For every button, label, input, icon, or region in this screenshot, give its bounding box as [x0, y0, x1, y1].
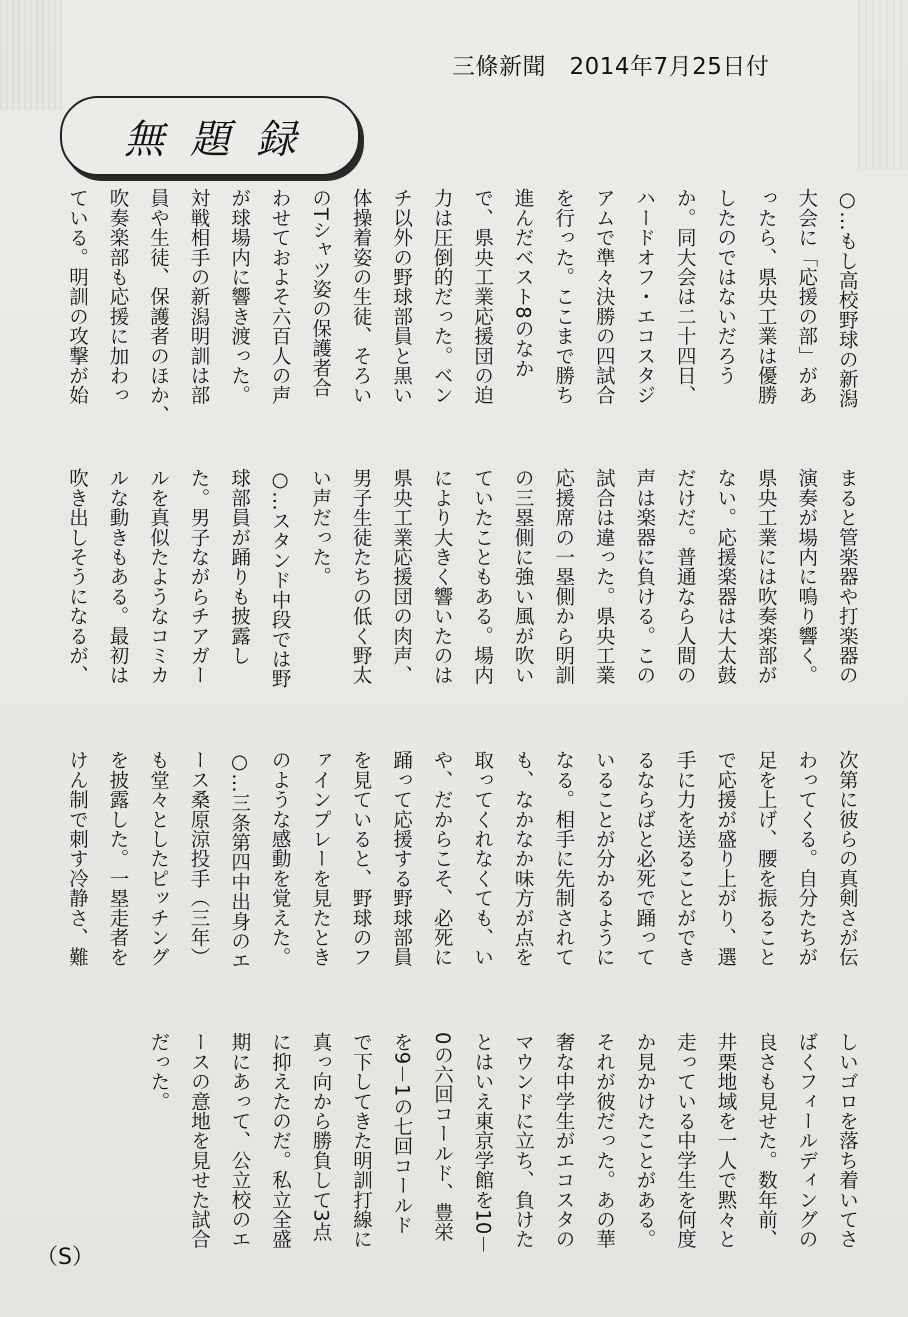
- text-column: で下してきた明訓打線に: [350, 1032, 373, 1249]
- text-column: チ以外の野球部員と黒い: [390, 188, 414, 405]
- text-column: 走っている中学生を何度: [674, 1032, 697, 1249]
- text-column: に抑えたのだ。私立全盛: [269, 1032, 292, 1249]
- text-column: ルな動きもある。最初は: [106, 468, 130, 685]
- text-column: を披露した。一塁走者を: [106, 750, 130, 967]
- column-title: 無題録: [124, 116, 322, 163]
- text-column: を見ていると、野球のフ: [349, 750, 373, 967]
- text-column: や、だからこそ、必死に: [430, 750, 454, 967]
- text-column: 踊って応援する野球部員: [390, 750, 414, 967]
- text-band-2: [58, 468, 866, 740]
- text-column: ばくフィールディングの: [795, 1032, 819, 1249]
- text-column: ○…三条第四中出身のエ: [228, 750, 252, 971]
- text-column: 良さも見せた。数年前、: [755, 1032, 778, 1249]
- text-column: わせておよそ六百人の声: [268, 188, 292, 405]
- text-column: 大会に「応援の部」があ: [795, 188, 819, 405]
- text-column: 真っ向から勝負して3点: [309, 1032, 333, 1242]
- text-column: か見かけたことがある。: [633, 1032, 657, 1249]
- text-column: だけだ。普通なら人間の: [673, 468, 697, 685]
- text-column: 吹奏楽部も応援に加わっ: [106, 188, 130, 405]
- source-and-date: 三條新聞 2014年7月25日付: [452, 54, 770, 80]
- text-column: が球場内に響き渡った。: [228, 188, 252, 405]
- text-column: ○…スタンド中段では野: [268, 468, 292, 689]
- text-column: いることが分かるように: [592, 750, 616, 967]
- text-column: の三塁側に強い風が吹い: [511, 468, 535, 685]
- text-column: ースの意地を見せた試合: [188, 1032, 211, 1249]
- text-column: 期にあって、公立校のエ: [228, 1032, 252, 1249]
- text-column: まると管楽器や打楽器の: [835, 468, 859, 685]
- text-column: た。男子ながらチアガー: [187, 468, 211, 685]
- text-column: それが彼だった。あの華: [593, 1032, 616, 1249]
- text-column: のような感動を覚えた。: [268, 750, 292, 967]
- text-column: 次第に彼らの真剣さが伝: [835, 750, 859, 967]
- text-column: ていたこともある。場内: [471, 468, 495, 685]
- text-column: なる。相手に先制されて: [552, 750, 576, 967]
- column-title-box: [60, 96, 360, 176]
- text-band-1: [58, 188, 866, 458]
- text-column: も堂々としたピッチング: [147, 750, 171, 967]
- text-column: 0の六回コールド、豊栄: [431, 1032, 454, 1242]
- text-column: 声は楽器に負ける。この: [633, 468, 657, 685]
- text-column: 吹き出しそうになるが、: [66, 468, 89, 685]
- author-signature: （S）: [36, 1245, 94, 1270]
- text-column: で、県央工業応援団の迫: [471, 188, 495, 405]
- adjacent-article-fragment-left: [0, 0, 62, 110]
- text-column: 男子生徒たちの低く野太: [349, 468, 373, 685]
- text-column: とはいえ東京学館を10－: [471, 1032, 495, 1255]
- text-column: ったら、県央工業は優勝: [754, 188, 778, 405]
- text-band-3: [58, 750, 866, 1022]
- text-column: で応援が盛り上がり、選: [714, 750, 738, 967]
- text-column: だった。: [147, 1032, 171, 1111]
- text-column: ない。応援楽器は大太鼓: [714, 468, 738, 685]
- text-column: 井栗地域を一人で黙々と: [714, 1032, 738, 1249]
- text-column: ルを真似たようなコミカ: [147, 468, 171, 685]
- text-column: い声だった。: [309, 468, 333, 587]
- text-column: 県央工業応援団の肉声、: [390, 468, 414, 685]
- text-column: ース桑原涼投手（三年）: [187, 750, 211, 967]
- text-column: わってくる。自分たちが: [795, 750, 819, 967]
- text-column: マウンドに立ち、負けた: [512, 1032, 535, 1249]
- text-column: のTシャツ姿の保護者合: [309, 188, 333, 398]
- text-column: しいゴロを落ち着いてさ: [836, 1032, 859, 1249]
- text-column: も、なかなか味方が点を: [511, 750, 535, 967]
- text-column: を行った。ここまで勝ち: [552, 188, 576, 405]
- text-column: 員や生徒、保護者のほか、: [147, 188, 171, 425]
- text-column: 力は圧倒的だった。ベン: [430, 188, 454, 405]
- text-column: けん制で刺す冷静さ、難: [66, 750, 89, 967]
- text-column: 球部員が踊りも披露し: [228, 468, 252, 665]
- text-column: 演奏が場内に鳴り響く。: [795, 468, 819, 685]
- text-column: ハードオフ・エコスタジ: [633, 188, 657, 405]
- text-column: 手に力を送ることができ: [673, 750, 697, 967]
- text-column: アムで準々決勝の四試合: [592, 188, 616, 405]
- text-column: 県央工業には吹奏楽部が: [754, 468, 778, 685]
- text-column: 奢な中学生がエコスタの: [552, 1032, 576, 1249]
- text-column: ァインプレーを見たとき: [309, 750, 333, 967]
- text-column: るならばと必死で踊って: [633, 750, 657, 967]
- text-column: 対戦相手の新潟明訓は部: [187, 188, 211, 405]
- text-column: 試合は違った。県央工業: [592, 468, 616, 685]
- text-column: により大きく響いたのは: [430, 468, 454, 685]
- text-column: 応援席の一塁側から明訓: [552, 468, 576, 685]
- text-band-4: [58, 1032, 866, 1302]
- text-column: 足を上げ、腰を振ること: [754, 750, 778, 967]
- text-column: か。同大会は二十四日、: [673, 188, 697, 405]
- text-column: 進んだベスト8のなか: [511, 188, 535, 378]
- text-column: 取ってくれなくても、い: [471, 750, 495, 967]
- text-column: ○…もし高校野球の新潟: [835, 188, 859, 409]
- text-column: 体操着姿の生徒、そろい: [349, 188, 373, 405]
- text-column: を9－1の七回コールド: [390, 1032, 414, 1235]
- text-column: ている。明訓の攻撃が始: [66, 188, 89, 405]
- text-column: したのではないだろう: [714, 188, 738, 385]
